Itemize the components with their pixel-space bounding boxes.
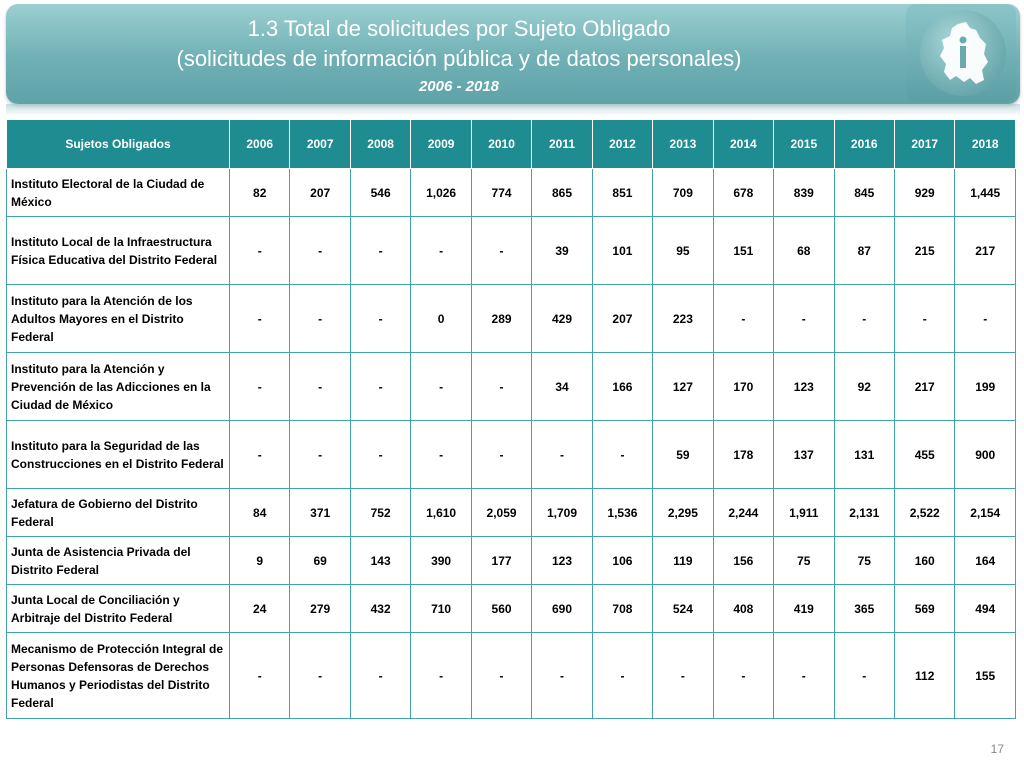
column-header-year: 2006 <box>230 120 290 169</box>
table-cell: 710 <box>411 585 471 633</box>
table-cell: 494 <box>955 585 1016 633</box>
table-cell: - <box>290 353 350 421</box>
table-cell: - <box>774 633 834 719</box>
table-cell: 1,026 <box>411 169 471 217</box>
table-cell: 408 <box>713 585 773 633</box>
table-cell: 178 <box>713 421 773 489</box>
table-cell: 39 <box>532 217 592 285</box>
row-label: Junta Local de Conciliación y Arbitraje del Distrito Federal <box>7 585 230 633</box>
page-number: 17 <box>990 742 1004 756</box>
table-cell: 1,709 <box>532 489 592 537</box>
table-cell: - <box>230 217 290 285</box>
table-cell: 2,522 <box>894 489 954 537</box>
table-cell: - <box>713 633 773 719</box>
table-cell: - <box>290 217 350 285</box>
table-row <box>7 537 1016 585</box>
table-row <box>7 285 1016 353</box>
table-cell: - <box>532 421 592 489</box>
row-label: Instituto Electoral de la Ciudad de México <box>7 169 230 217</box>
table-cell: - <box>774 285 834 353</box>
table-cell: - <box>350 421 410 489</box>
row-label: Instituto para la Seguridad de las Construcciones en el Distrito Federal <box>7 421 230 489</box>
table-cell: - <box>290 421 350 489</box>
table-cell: 0 <box>411 285 471 353</box>
table-cell: 137 <box>774 421 834 489</box>
column-header-year: 2018 <box>955 120 1016 169</box>
table-cell: 865 <box>532 169 592 217</box>
table-cell: - <box>592 421 652 489</box>
column-header-year: 2011 <box>532 120 592 169</box>
logo-circle <box>920 10 1006 96</box>
column-header-year: 2008 <box>350 120 410 169</box>
table-cell: - <box>592 633 652 719</box>
table-row <box>7 585 1016 633</box>
table-header-row <box>7 120 1016 169</box>
table-cell: 123 <box>774 353 834 421</box>
column-header-year: 2016 <box>834 120 894 169</box>
table-cell: 127 <box>653 353 713 421</box>
table-cell: 279 <box>290 585 350 633</box>
table-cell: 1,536 <box>592 489 652 537</box>
table-cell: 560 <box>471 585 531 633</box>
table-cell: 82 <box>230 169 290 217</box>
table-cell: 752 <box>350 489 410 537</box>
row-label: Junta de Asistencia Privada del Distrito Federal <box>7 537 230 585</box>
table-cell: 709 <box>653 169 713 217</box>
column-header-year: 2015 <box>774 120 834 169</box>
column-header-year: 2013 <box>653 120 713 169</box>
table-cell: 289 <box>471 285 531 353</box>
table-cell: - <box>411 217 471 285</box>
table-cell: - <box>834 285 894 353</box>
table-row <box>7 421 1016 489</box>
table-cell: - <box>471 217 531 285</box>
table-cell: 1,445 <box>955 169 1016 217</box>
table-cell: 69 <box>290 537 350 585</box>
table-cell: 900 <box>955 421 1016 489</box>
table-cell: 217 <box>955 217 1016 285</box>
column-header-year: 2014 <box>713 120 773 169</box>
table-cell: 845 <box>834 169 894 217</box>
table-cell: 774 <box>471 169 531 217</box>
table-cell: 207 <box>592 285 652 353</box>
table-cell: 164 <box>955 537 1016 585</box>
table-cell: 839 <box>774 169 834 217</box>
row-label: Mecanismo de Protección Integral de Personas Defensoras de Derechos Humanos y Periodistas del Distrito Federal <box>7 633 230 719</box>
column-header-year: 2017 <box>894 120 954 169</box>
table-cell: 429 <box>532 285 592 353</box>
table-cell: 2,244 <box>713 489 773 537</box>
table-cell: 106 <box>592 537 652 585</box>
table-cell: - <box>411 633 471 719</box>
table-cell: - <box>471 633 531 719</box>
table-cell: - <box>230 633 290 719</box>
row-label: Instituto para la Atención de los Adultos Mayores en el Distrito Federal <box>7 285 230 353</box>
table-cell: 87 <box>834 217 894 285</box>
table-cell: 155 <box>955 633 1016 719</box>
column-header-year: 2009 <box>411 120 471 169</box>
logo-box <box>906 4 1016 102</box>
table-cell: 156 <box>713 537 773 585</box>
table-cell: - <box>350 633 410 719</box>
table-cell: 455 <box>894 421 954 489</box>
table-cell: - <box>653 633 713 719</box>
table-cell: 678 <box>713 169 773 217</box>
table-cell: - <box>230 285 290 353</box>
table-cell: 24 <box>230 585 290 633</box>
banner-shadow <box>6 104 1020 116</box>
table-cell: - <box>894 285 954 353</box>
table-cell: 68 <box>774 217 834 285</box>
table-cell: 365 <box>834 585 894 633</box>
table-cell: 34 <box>532 353 592 421</box>
table-cell: 199 <box>955 353 1016 421</box>
table-row <box>7 353 1016 421</box>
table-cell: 207 <box>290 169 350 217</box>
table-cell: - <box>532 633 592 719</box>
table-cell: 432 <box>350 585 410 633</box>
table-cell: - <box>290 285 350 353</box>
table-cell: 95 <box>653 217 713 285</box>
table-cell: 170 <box>713 353 773 421</box>
table-cell: 217 <box>894 353 954 421</box>
column-header-sujetos: Sujetos Obligados <box>7 120 230 169</box>
table-cell: 929 <box>894 169 954 217</box>
title-line-1: 1.3 Total de solicitudes por Sujeto Obligado <box>247 16 671 41</box>
table-cell: - <box>411 353 471 421</box>
table-cell: 851 <box>592 169 652 217</box>
table-cell: - <box>471 353 531 421</box>
table-cell: 75 <box>774 537 834 585</box>
table-cell: - <box>230 421 290 489</box>
title-banner <box>6 4 1020 104</box>
table-cell: 390 <box>411 537 471 585</box>
table-cell: 690 <box>532 585 592 633</box>
table-cell: - <box>350 217 410 285</box>
table-row <box>7 217 1016 285</box>
column-header-year: 2012 <box>592 120 652 169</box>
table-cell: 708 <box>592 585 652 633</box>
table-cell: 177 <box>471 537 531 585</box>
table-cell: - <box>955 285 1016 353</box>
cdmx-map-logo-icon <box>920 10 1006 96</box>
table-cell: 101 <box>592 217 652 285</box>
table-cell: 1,610 <box>411 489 471 537</box>
table-cell: 75 <box>834 537 894 585</box>
row-label: Instituto Local de la Infraestructura Física Educativa del Distrito Federal <box>7 217 230 285</box>
table-cell: 2,059 <box>471 489 531 537</box>
data-table <box>6 119 1016 719</box>
table-cell: 84 <box>230 489 290 537</box>
table-cell: 569 <box>894 585 954 633</box>
table-cell: 92 <box>834 353 894 421</box>
table-cell: 123 <box>532 537 592 585</box>
table-cell: 546 <box>350 169 410 217</box>
row-label: Jefatura de Gobierno del Distrito Federal <box>7 489 230 537</box>
table-row <box>7 489 1016 537</box>
table-cell: 524 <box>653 585 713 633</box>
table-cell: 59 <box>653 421 713 489</box>
table-row <box>7 169 1016 217</box>
table-cell: - <box>230 353 290 421</box>
table-cell: 151 <box>713 217 773 285</box>
table-cell: - <box>471 421 531 489</box>
table-cell: 112 <box>894 633 954 719</box>
table-cell: 143 <box>350 537 410 585</box>
table-cell: - <box>350 353 410 421</box>
table-cell: 131 <box>834 421 894 489</box>
title-line-2: (solicitudes de información pública y de datos personales) <box>176 46 742 71</box>
table-cell: - <box>290 633 350 719</box>
column-header-year: 2007 <box>290 120 350 169</box>
table-cell: 419 <box>774 585 834 633</box>
title-period: 2006 - 2018 <box>418 78 500 95</box>
table-cell: - <box>350 285 410 353</box>
table-cell: - <box>834 633 894 719</box>
table-cell: 1,911 <box>774 489 834 537</box>
table-cell: 166 <box>592 353 652 421</box>
table-cell: 9 <box>230 537 290 585</box>
row-label: Instituto para la Atención y Prevención de las Adicciones en la Ciudad de México <box>7 353 230 421</box>
table-row <box>7 633 1016 719</box>
table-cell: 160 <box>894 537 954 585</box>
table-cell: 119 <box>653 537 713 585</box>
table-cell: 2,131 <box>834 489 894 537</box>
table-cell: - <box>713 285 773 353</box>
table-cell: 223 <box>653 285 713 353</box>
table-cell: - <box>411 421 471 489</box>
table-body <box>7 169 1016 719</box>
table-cell: 215 <box>894 217 954 285</box>
table-cell: 2,295 <box>653 489 713 537</box>
table-cell: 2,154 <box>955 489 1016 537</box>
table-cell: 371 <box>290 489 350 537</box>
column-header-year: 2010 <box>471 120 531 169</box>
